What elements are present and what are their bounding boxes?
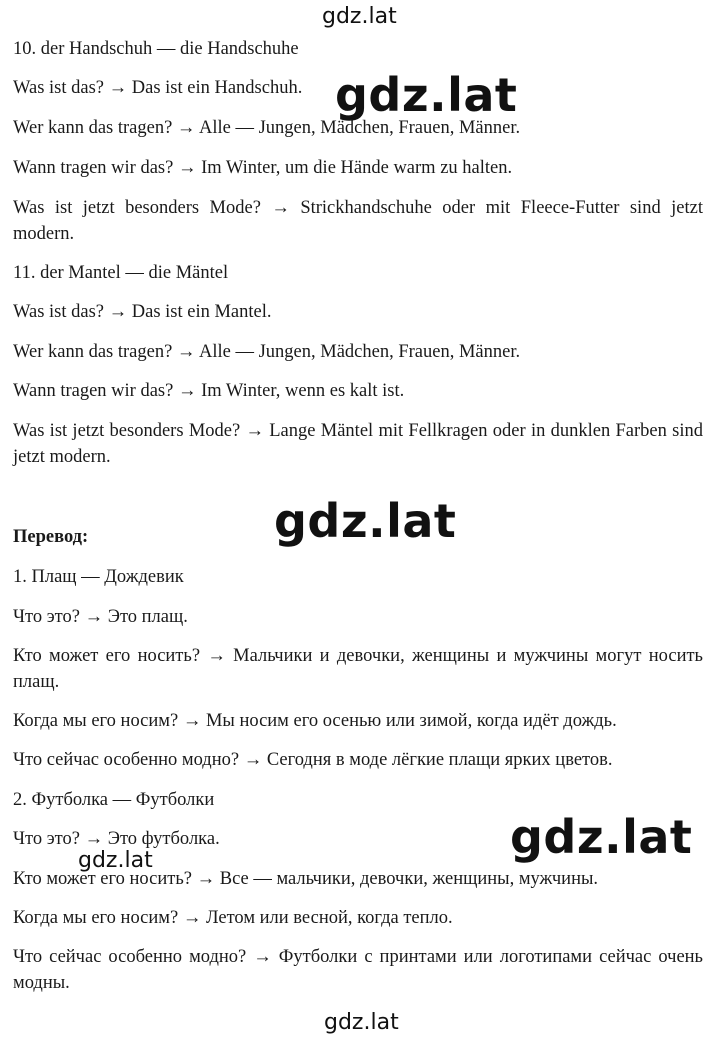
item1-question-fashion: Что сейчас особенно модно? → Сегодня в моде лёгкие плащи ярких цветов. [13, 750, 613, 770]
item1-question-when: Когда мы его носим? → Мы носим его осенью или зимой, когда идёт дождь. [13, 711, 617, 731]
item10-question-what: Was ist das? → Das ist ein Handschuh. [13, 78, 303, 98]
item1-title: 1. Плащ — Дождевик [13, 567, 184, 587]
item1-question-who: Кто может его носить? → Мальчики и девочки, женщины и мужчины могут носить плащ. [13, 646, 703, 692]
item10-question-when: Wann tragen wir das? → Im Winter, um die Hände warm zu halten. [13, 158, 513, 178]
watermark-bottom: gdz.lat [324, 1010, 399, 1035]
watermark-mid1: gdz.lat [335, 68, 518, 122]
item2-question-who: Кто может его носить? → Все — мальчики, девочки, женщины, мужчины. [13, 869, 599, 889]
watermark-top: gdz.lat [322, 4, 397, 29]
item11-question-what: Was ist das? → Das ist ein Mantel. [13, 302, 272, 322]
item2-question-when: Когда мы его носим? → Летом или весной, когда тепло. [13, 908, 453, 928]
item11-title: 11. der Mantel — die Mäntel [13, 263, 229, 283]
item10-question-who: Wer kann das tragen? → Alle — Jungen, Mädchen, Frauen, Männer. [13, 118, 521, 138]
item2-question-what: Что это? → Это футболка. [13, 829, 220, 849]
translation-heading: Перевод: [13, 527, 89, 547]
item2-title: 2. Футболка — Футболки [13, 790, 215, 810]
item2-question-fashion: Что сейчас особенно модно? → Футболки с принтами или логотипами сейчас очень модны. [13, 947, 703, 993]
watermark-big3: gdz.lat [510, 810, 693, 864]
watermark-mid2: gdz.lat [274, 494, 457, 548]
item10-title: 10. der Handschuh — die Handschuhe [13, 39, 299, 59]
item11-question-when: Wann tragen wir das? → Im Winter, wenn es kalt ist. [13, 381, 405, 401]
watermark-small-left: gdz.lat [78, 848, 153, 873]
item11-question-who: Wer kann das tragen? → Alle — Jungen, Mädchen, Frauen, Männer. [13, 342, 521, 362]
item10-question-fashion: Was ist jetzt besonders Mode? → Strickhandschuhe oder mit Fleece-Futter sind jetzt modern. [13, 198, 703, 244]
item11-question-fashion: Was ist jetzt besonders Mode? → Lange Mäntel mit Fellkragen oder in dunklen Farben sind jetzt modern. [13, 421, 703, 467]
item1-question-what: Что это? → Это плащ. [13, 607, 188, 627]
